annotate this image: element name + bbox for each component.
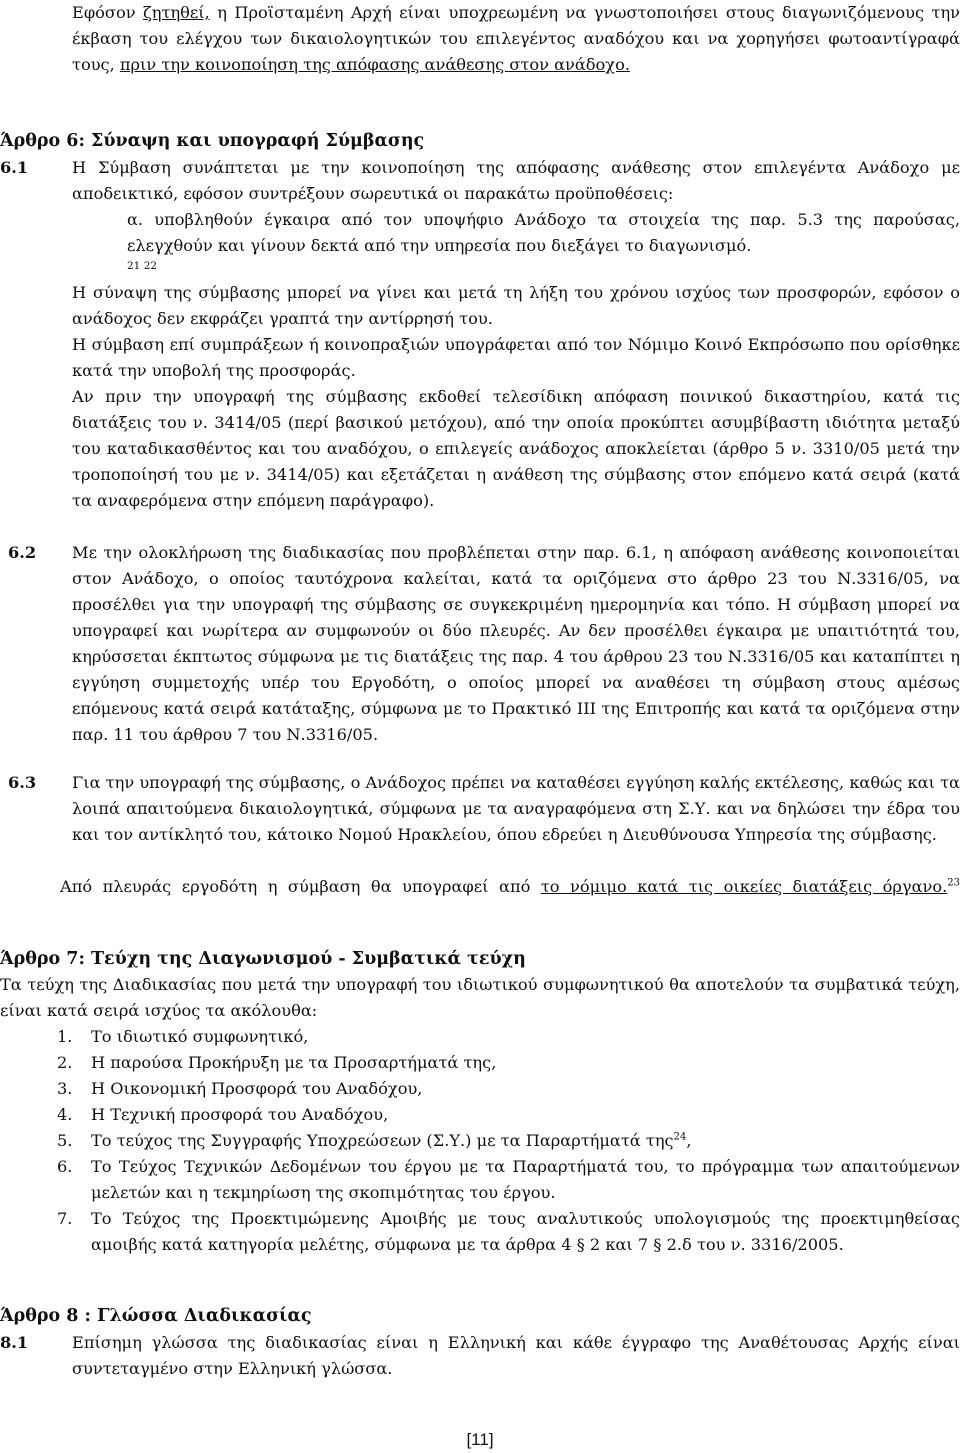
article7-list [0, 1024, 960, 1284]
page-number: [11] [466, 1430, 494, 1449]
section-6-1-paragraph-3: Αν πριν την υπογραφή της σύμβασης εκδοθεί τελεσίδικη απόφαση ποινικού δικαστηρίου, κατά τις διατάξεις του ν. 3414/05 (περί βασικού μετόχου), από την οποία προκύπτει ασυμβίβαστη ιδιότητα μεταξύ του καταδικασθέντος και του αναδόχου, ο επιλεγείς ανάδοχος αποκλείεται (άρθρο 5 ν. 3310/05 μετά την τροποποίησή του με ν. 3414/05) και εξετάζεται η ανάθεση της σύμβασης στον επόμενο κατά σειρά (κατά τα αναφερόμενα στην επόμενη παράγραφο). [72, 387, 960, 510]
list-item-number: 4. [57, 1105, 73, 1124]
list-item-text: Το Τεύχος της Προεκτιμώμενης Αμοιβής με τους αναλυτικούς υπολογισμούς της προεκτιμηθείσας αμοιβής κατά κατηγορία μελέτης, σύμφωνα με τα άρθρα 4 § 2 και 7 § 2.δ του ν. 3316/2005. [91, 1209, 960, 1254]
intro-paragraph [72, 0, 960, 78]
section-6-3-text: Για την υπογραφή της σύμβασης, ο Ανάδοχος πρέπει να καταθέσει εγγύηση καλής εκτέλεσης, καθώς και τα λοιπά απαιτούμενα δικαιολογητικά, σύμφωνα με τα αναγραφόμενα στη Σ.Υ. και να δηλώσει την έδρα του και τον αντίκλητό του, κάτοικο Νομού Ηρακλείου, όπου εδρεύει η Διευθύνουσα Υπηρεσία της σύμβασης. [72, 773, 960, 844]
list-item [0, 1050, 960, 1076]
footnote-ref-24: 24 [673, 1131, 687, 1143]
signatory-underlined: το νόμιμο κατά τις οικείες διατάξεις όργανο. [540, 877, 948, 896]
intro-underlined-1: ζητηθεί, [143, 3, 210, 22]
signatory-text: Από πλευράς εργοδότη η σύμβαση θα υπογραφεί από [60, 877, 541, 896]
list-item-number: 3. [57, 1079, 73, 1098]
list-item-number: 6. [57, 1157, 73, 1176]
section-6-2-text: Με την ολοκλήρωση της διαδικασίας που προβλέπεται στην παρ. 6.1, η απόφαση ανάθεσης κοινοποιείται στον Ανάδοχο, ο οποίος ταυτόχρονα καλείται, κατά τα οριζόμενα στο άρθρο 23 του Ν.3316/05, να προσέλθει για την υπογραφή της σύμβασης σε συγκεκριμένη ημερομηνία και τόπο. Η σύμβαση μπορεί να υπογραφεί και νωρίτερα αν συμφωνούν οι δύο πλευρές. Αν δεν προσέλθει έγκαιρα με υπαιτιότητά του, κηρύσσεται έκπτωτος σύμφωνα με τις διατάξεις της παρ. 4 του άρθρου 23 του Ν.3316/05 και καταπίπτει η εγγύηση συμμετοχής υπέρ του Εργοδότη, ο οποίος μπορεί να αναθέσει τη σύμβαση στους αμέσως επόμενους κατά σειρά κατάταξης, σύμφωνα με το Πρακτικό ΙΙΙ της Επιτροπής και κατά τα οριζόμενα στην παρ. 11 του άρθρου 7 του Ν.3316/05. [72, 543, 960, 744]
footnote-ref-23: 23 [947, 877, 960, 889]
section-6-1-footnote-refs: 21 22 [127, 260, 158, 272]
section-6-1-text: Η Σύμβαση συνάπτεται με την κοινοποίηση της απόφασης ανάθεσης στον επιλεγέντα Ανάδοχο με αποδεικτικό, εφόσον συντρέξουν σωρευτικά οι παρακάτω προϋποθέσεις: [72, 158, 960, 203]
section-6-3-signatory-line [60, 874, 960, 900]
section-6-1-paragraph-1: Η σύναψη της σύμβασης μπορεί να γίνει και μετά τη λήξη του χρόνου ισχύος των προσφορών, εφόσον ο ανάδοχος δεν εκφράζει γραπτά την αντίρρησή του. [72, 283, 960, 328]
list-item [0, 1154, 960, 1206]
article6-heading: Άρθρο 6: Σύναψη και υπογραφή Σύμβασης [0, 131, 425, 151]
section-6-3-number: 6.3 [8, 773, 37, 792]
list-item [0, 1024, 960, 1050]
list-item-number: 5. [57, 1131, 73, 1150]
section-6-2-number: 6.2 [8, 543, 37, 562]
intro-underlined-2: πριν την κοινοποίηση της απόφασης ανάθεσης στον ανάδοχο. [119, 55, 630, 74]
list-item-text: Η παρούσα Προκήρυξη με τα Προσαρτήματά της, [91, 1053, 497, 1072]
list-item [0, 1076, 960, 1102]
section-6-1-number: 6.1 [0, 158, 29, 177]
section-8-1-text: Επίσημη γλώσσα της διαδικασίας είναι η Ελληνική και κάθε έγγραφο της Αναθέτουσας Αρχής είναι συντεταγμένο στην Ελληνική γλώσσα. [72, 1333, 960, 1378]
list-item-text: Το ιδιωτικό συμφωνητικό, [91, 1027, 309, 1046]
list-item-number: 2. [57, 1053, 73, 1072]
article7-heading: Άρθρο 7: Τεύχη της Διαγωνισμού - Συμβατικά τεύχη [0, 949, 526, 969]
list-item [0, 1206, 960, 1284]
intro-text-2: η Προϊσταμένη Αρχή είναι υποχρεωμένη να γνωστοποιήσει στους διαγωνιζόμενους την έκβαση του ελέγχου των δικαιολογητικών του επιλεγέντος αναδόχου και να χορηγήσει φωτοαντίγραφά τους, [72, 3, 960, 74]
list-item-tail: , [686, 1131, 692, 1150]
list-item [0, 1128, 960, 1154]
list-item-text: Η Τεχνική προσφορά του Αναδόχου, [91, 1105, 389, 1124]
section-8-1-number: 8.1 [0, 1333, 29, 1352]
list-item [0, 1102, 960, 1128]
section-6-1-item-a: α. υποβληθούν έγκαιρα από τον υποψήφιο Ανάδοχο τα στοιχεία της παρ. 5.3 της παρούσας, ελεγχθούν και γίνουν δεκτά από την υπηρεσία που διεξάγει το διαγωνισμό. [127, 210, 960, 255]
list-item-text: Το τεύχος της Συγγραφής Υποχρεώσεων (Σ.Υ.) με τα Παραρτήματά της [91, 1131, 674, 1150]
section-6-1-paragraph-2: Η σύμβαση επί συμπράξεων ή κοινοπραξιών υπογράφεται από τον Νόμιμο Κοινό Εκπρόσωπο που ορίσθηκε κατά την υποβολή της προσφοράς. [72, 335, 960, 380]
article8-heading: Άρθρο 8 : Γλώσσα Διαδικασίας [0, 1306, 312, 1326]
list-item-text: Η Οικονομική Προσφορά του Αναδόχου, [91, 1079, 423, 1098]
list-item-number: 1. [57, 1027, 73, 1046]
intro-text-1: Εφόσον [72, 3, 144, 22]
article7-intro: Τα τεύχη της Διαδικασίας που μετά την υπογραφή του ιδιωτικού συμφωνητικού θα αποτελούν τα συμβατικά τεύχη, είναι κατά σειρά ισχύος τα ακόλουθα: [0, 975, 960, 1020]
list-item-number: 7. [57, 1209, 73, 1228]
list-item-text: Το Τεύχος Τεχνικών Δεδομένων του έργου με τα Παραρτήματά του, το πρόγραμμα των απαιτούμενων μελετών και η τεκμηρίωση της σκοπιμότητας του έργου. [91, 1157, 960, 1202]
